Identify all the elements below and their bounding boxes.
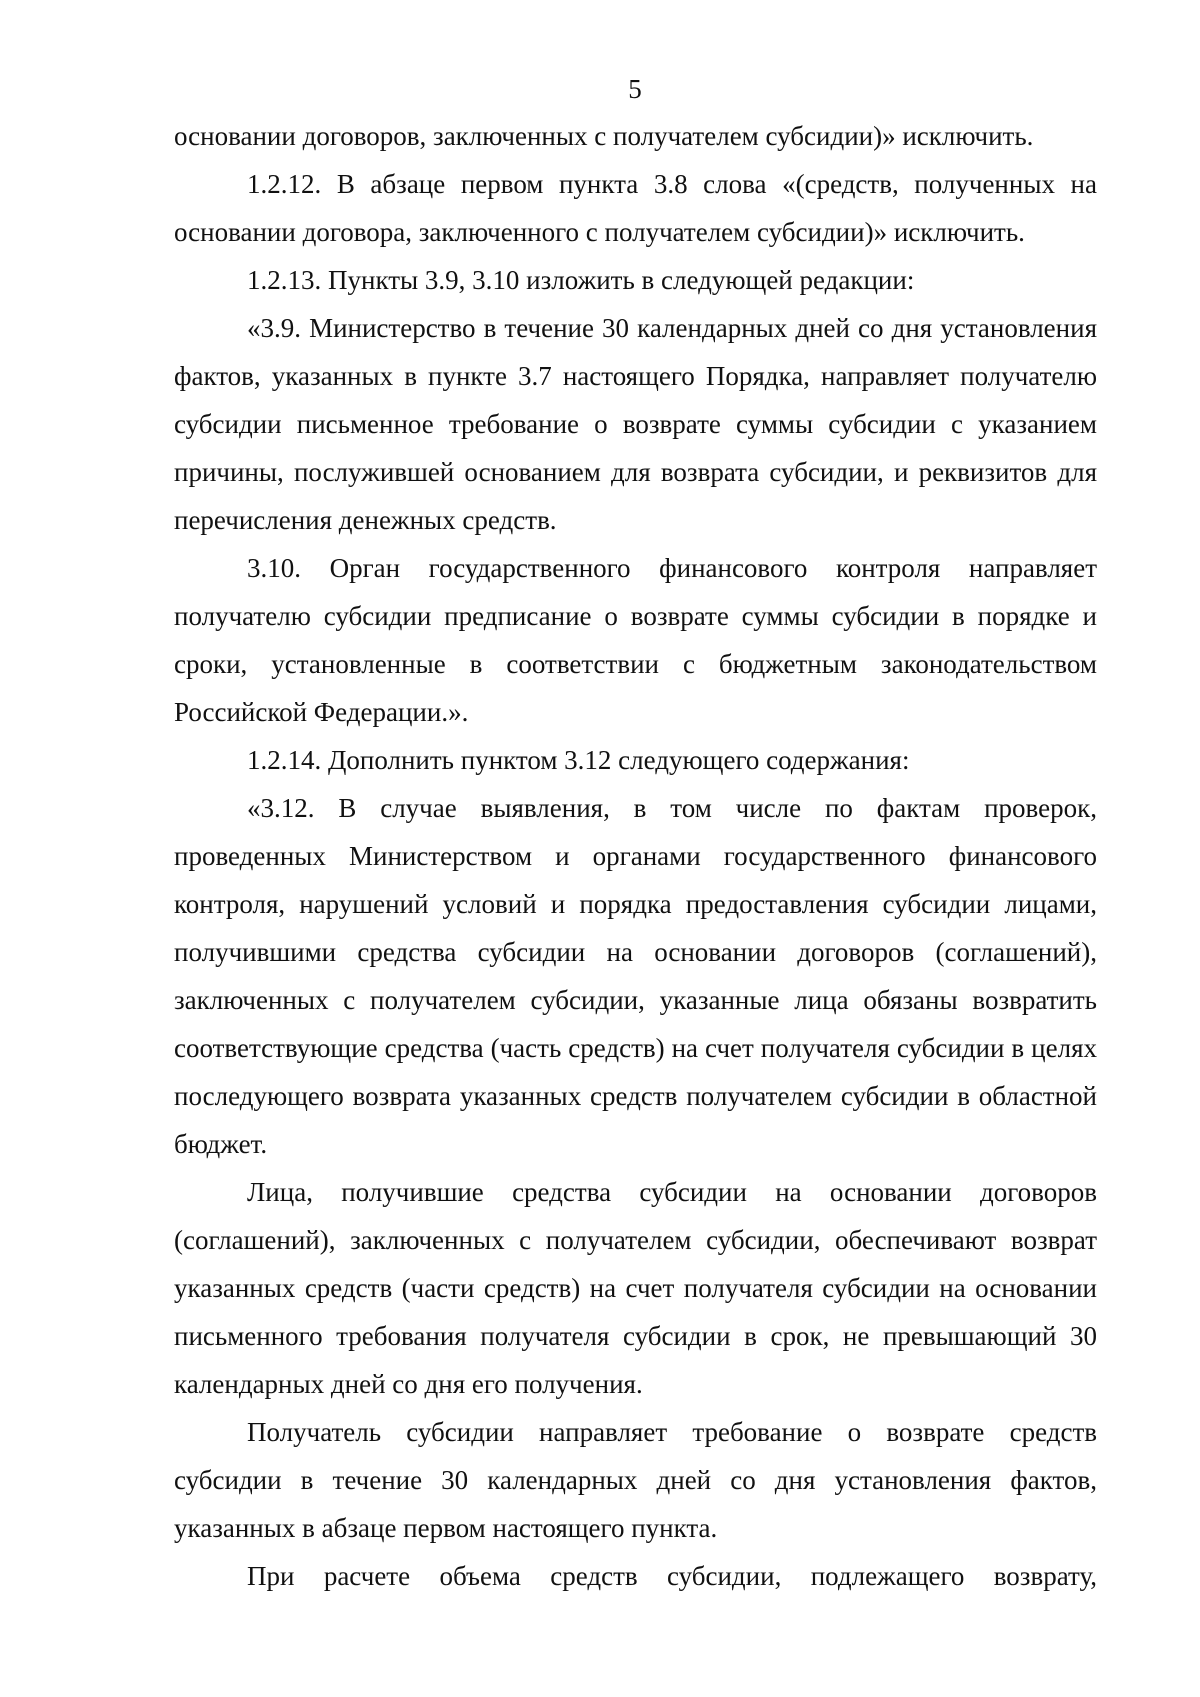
paragraph-1-2-14: 1.2.14. Дополнить пунктом 3.12 следующего содержания: <box>247 745 910 775</box>
paragraph-3-12-second: Лица, получившие средства субсидии на основании договоров (соглашений), заключенных с получателем субсидии, обеспечивают возврат указанных средств (части средств) на счет получателя субсидии на основании письменного требования получателя субсидии в срок, не превышающий 30 календарных дней со дня его получения. <box>174 1177 1097 1399</box>
paragraph-continuation: основании договоров, заключенных с получателем субсидии)» исключить. <box>174 121 1034 151</box>
paragraph-1-2-13: 1.2.13. Пункты 3.9, 3.10 изложить в следующей редакции: <box>247 265 915 295</box>
paragraph-3-9: «3.9. Министерство в течение 30 календарных дней со дня установления фактов, указанных в пункте 3.7 настоящего Порядка, направляет получателю субсидии письменное требование о возврате суммы субсидии с указанием причины, послужившей основанием для возврата субсидии, и реквизитов для перечисления денежных средств. <box>174 313 1097 535</box>
paragraph-3-10: 3.10. Орган государственного финансового контроля направляет получателю субсидии предписание о возврате суммы субсидии в порядке и сроки, установленные в соответствии с бюджетным законодательством Российской Федерации.». <box>174 553 1097 727</box>
page-number: 5 <box>628 74 642 104</box>
paragraph-3-12-fourth: При расчете объема средств субсидии, подлежащего возврату, <box>247 1561 1097 1591</box>
paragraph-1-2-12: 1.2.12. В абзаце первом пункта 3.8 слова «(средств, полученных на основании договора, заключенного с получателем субсидии)» исключить. <box>174 169 1097 247</box>
paragraph-3-12-third: Получатель субсидии направляет требование о возврате средств субсидии в течение 30 календарных дней со дня установления фактов, указанных в абзаце первом настоящего пункта. <box>174 1417 1097 1543</box>
paragraph-3-12: «3.12. В случае выявления, в том числе по фактам проверок, проведенных Министерством и органами государственного финансового контроля, нарушений условий и порядка предоставления субсидии лицами, получившими средства субсидии на основании договоров (соглашений), заключенных с получателем субсидии, указанные лица обязаны возвратить соответствующие средства (часть средств) на счет получателя субсидии в целях последующего возврата указанных средств получателем субсидии в областной бюджет. <box>174 793 1097 1159</box>
document-body <box>174 112 1097 1600</box>
